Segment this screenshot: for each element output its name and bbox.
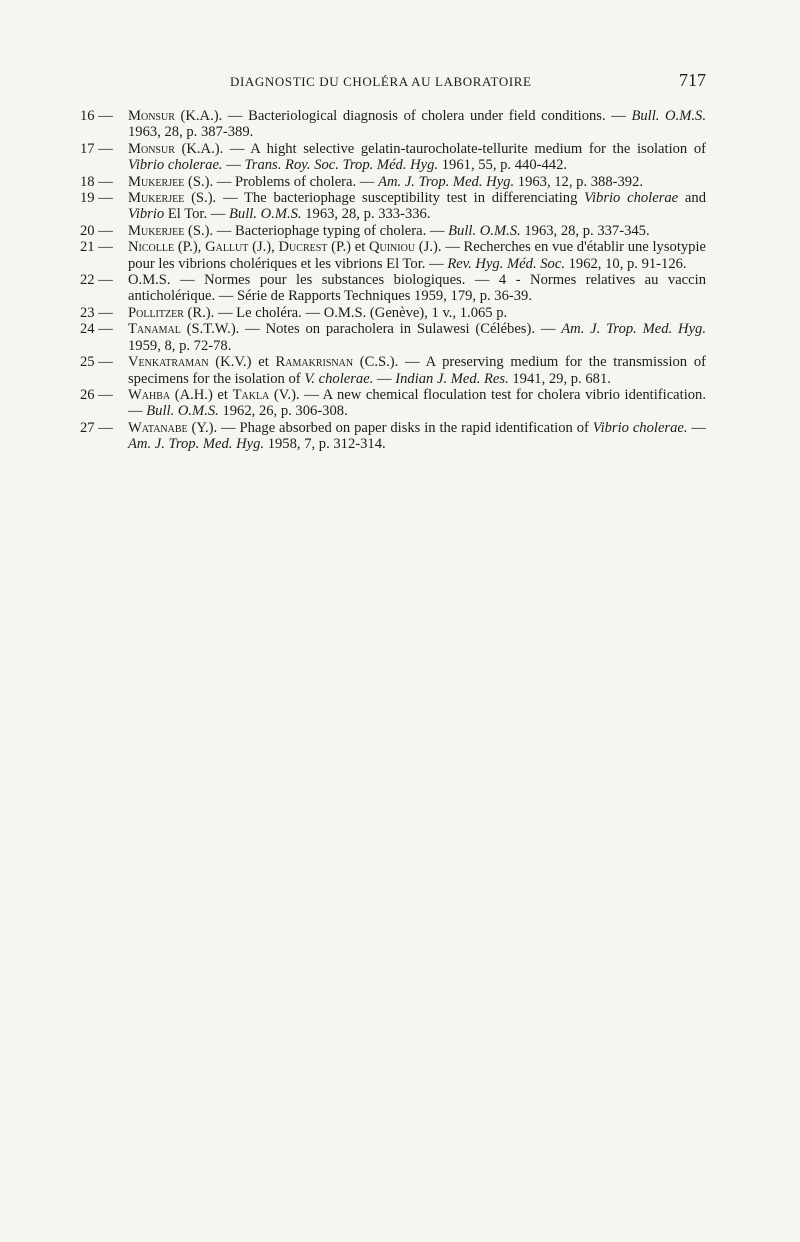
italic-text: Trans. Roy. Soc. Trop. Méd. Hyg. [244,157,439,174]
reference-text: (P.) et [327,239,369,256]
author-name: Gallut [205,239,249,256]
italic-text: Bull. O.M.S. [229,206,302,223]
reference-text: 1958, 7, p. 312-314. [264,436,386,453]
reference-text: (R.). — Le choléra. — O.M.S. (Genève), 1 v., 1.065 p. [183,304,508,321]
reference-number: 25 — [80,354,113,371]
reference-text: (S.). — Problems of cholera. — [184,173,379,190]
reference-text: (P.), [174,239,206,256]
italic-text: Vibrio cholerae [584,190,679,207]
reference-number: 27 — [80,419,113,436]
reference-entry [80,305,706,321]
reference-text: (K.V.) et [208,354,276,371]
author-name: Mukerjee [128,190,185,207]
reference-text: O.M.S. — Normes pour les substances biologiques. — 4 - Normes relatives au vaccin anticholérique. — Série de Rapports Techniques 1959, 179, p. 36-39. [128,272,706,305]
reference-entry [80,174,706,190]
author-name: Ducrest [278,239,328,256]
reference-text: 1941, 29, p. 681. [508,370,611,387]
author-name: Mukerjee [128,222,185,239]
reference-text: El Tor. — [164,206,230,223]
reference-number: 22 — [80,272,113,289]
author-name: Monsur [128,140,175,157]
reference-text: (S.). — Bacteriophage typing of cholera. — [184,222,449,239]
reference-text: (J.). — Recherches en vue d'établir une lysotypie pour les vibrions cholériques et les vibrions El Tor. — [128,239,707,272]
reference-list [80,108,706,453]
italic-text: Vibrio cholerae. [128,157,223,174]
italic-text: V. cholerae. [304,370,374,387]
running-header [80,70,706,94]
author-name: Wahba [128,386,171,403]
reference-number: 17 — [80,140,113,157]
reference-text: (K.A.). — Bacteriological diagnosis of cholera under field conditions. — [174,108,632,124]
italic-text: Bull. O.M.S. [631,108,706,124]
author-name: Pollitzer [128,304,184,321]
reference-text: — [373,370,396,387]
italic-text: Am. J. Trop. Med. Hyg. [128,436,265,453]
reference-number: 26 — [80,386,113,403]
reference-text: 1961, 55, p. 440-442. [438,157,568,174]
author-name: Monsur [128,108,175,124]
reference-text: (J.), [248,239,279,256]
reference-entry [80,239,706,272]
author-name: Nicolle [128,239,175,256]
author-name: Tanamal [128,321,181,338]
reference-text: (S.T.W.). — Notes on paracholera in Sulawesi (Célébes). — [180,321,562,338]
reference-text: 1962, 26, p. 306-308. [218,403,348,420]
reference-entry [80,223,706,239]
reference-text: (V.). — A new chemical floculation test for cholera vibrio identification. — [128,386,706,420]
reference-number: 21 — [80,239,113,256]
italic-text: Vibrio cholerae. [592,419,688,436]
reference-entry [80,420,706,453]
reference-text: 1963, 12, p. 388-392. [514,173,644,190]
running-title: DIAGNOSTIC DU CHOLÉRA AU LABORATOIRE [230,74,532,89]
author-name: Mukerjee [128,173,185,190]
reference-text: — [687,419,706,436]
reference-number: 19 — [80,190,113,207]
reference-entry [80,387,706,420]
reference-entry [80,354,706,387]
italic-text: Indian J. Med. Res. [395,370,509,387]
reference-entry [80,321,706,354]
reference-entry [80,141,706,174]
reference-number: 24 — [80,321,113,338]
reference-entry [80,190,706,223]
reference-text: 1959, 8, p. 72-78. [128,337,232,354]
reference-text: and [678,190,706,207]
reference-text: — [222,157,245,174]
reference-text: 1962, 10, p. 91-126. [564,255,687,272]
reference-entry [80,108,706,141]
reference-entry [80,272,706,305]
reference-text: 1963, 28, p. 387-389. [128,124,254,141]
page-number: 717 [679,70,706,90]
italic-text: Bull. O.M.S. [146,403,219,420]
reference-number: 23 — [80,304,113,321]
reference-text: 1963, 28, p. 337-345. [520,222,650,239]
italic-text: Bull. O.M.S. [448,222,521,239]
italic-text: Vibrio [128,206,165,223]
reference-number: 18 — [80,173,113,190]
reference-text: 1963, 28, p. 333-336. [301,206,431,223]
author-name: Ramakrisnan [275,354,354,371]
reference-text: (Y.). — Phage absorbed on paper disks in the rapid identification of [187,419,593,436]
author-name: Quiniou [368,239,416,256]
italic-text: Am. J. Trop. Med. Hyg. [378,173,515,190]
reference-number: 16 — [80,108,113,124]
reference-text: (S.). — The bacteriophage susceptibility test in differenciating [184,190,585,207]
author-name: Watanabe [128,419,188,436]
reference-text: (K.A.). — A hight selective gelatin-taurocholate-tellurite medium for the isolation of [174,140,706,157]
author-name: Venkatraman [128,354,209,371]
reference-text: (C.S.). — A preserving medium for the transmission of specimens for the isolation of [128,354,706,387]
italic-text: Am. J. Trop. Med. Hyg. [561,321,707,338]
reference-text: (A.H.) et [170,386,233,403]
author-name: Takla [232,386,270,403]
italic-text: Rev. Hyg. Méd. Soc. [447,255,565,272]
reference-number: 20 — [80,222,113,239]
